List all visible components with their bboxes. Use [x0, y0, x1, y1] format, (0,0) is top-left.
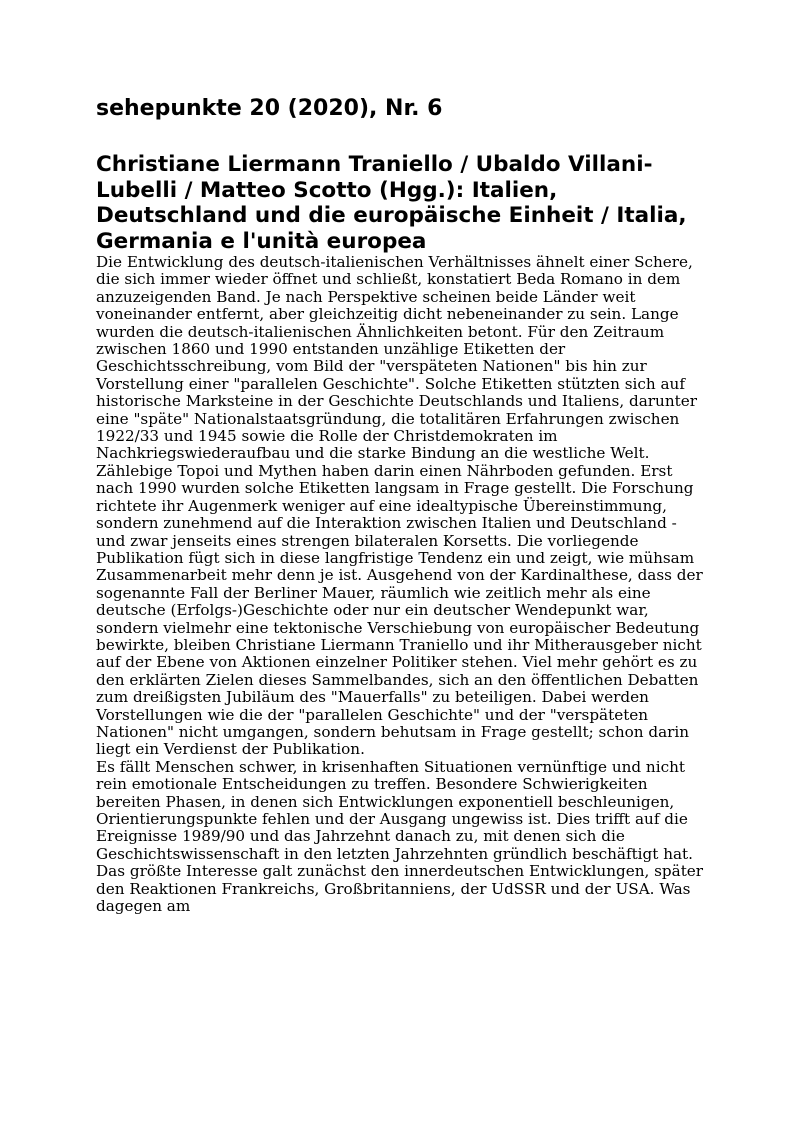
journal-citation: sehepunkte 20 (2020), Nr. 6	[96, 96, 443, 121]
review-body	[96, 254, 708, 915]
body-paragraph-1: Die Entwicklung des deutsch-italienischen Verhältnisses ähnelt einer Schere, die sich immer wieder öffnet und schließt, konstatiert Beda Romano in dem anzuzeigenden Band. Je nach Perspektive scheinen beide Länder weit voneinander entfernt, aber gleichzeitig dicht nebeneinander zu sein. Lange wurden die deutsch-italienischen Ähnlichkeiten betont. Für den Zeitraum zwischen 1860 und 1990 entstanden unzählige Etiketten der Geschichtsschreibung, vom Bild der "verspäteten Nationen" bis hin zur Vorstellung einer "parallelen Geschichte". Solche Etiketten stützten sich auf historische Marksteine in der Geschichte Deutschlands und Italiens, darunter eine "späte" Nationalstaatsgründung, die totalitären Erfahrungen zwischen 1922/33 und 1945 sowie die Rolle der Christdemokraten im Nachkriegswiederaufbau und die starke Bindung an die westliche Welt. Zählebige Topoi und Mythen haben darin einen Nährboden gefunden. Erst nach 1990 wurden solche Etiketten langsam in Frage gestellt. Die Forschung richtete ihr Augenmerk weniger auf eine idealtypische Übereinstimmung, sondern zunehmend auf die Interaktion zwischen Italien und Deutschland - und zwar jenseits eines strengen bilateralen Korsetts. Die vorliegende Publikation fügt sich in diese langfristige Tendenz ein und zeigt, wie mühsam Zusammenarbeit mehr denn je ist. Ausgehend von der Kardinalthese, dass der sogenannte Fall der Berliner Mauer, räumlich wie zeitlich mehr als eine deutsche (Erfolgs-)Geschichte oder nur ein deutscher Wendepunkt war, sondern vielmehr eine tektonische Verschiebung von europäischer Bedeutung bewirkte, bleiben Christiane Liermann Traniello und ihr Mitherausgeber nicht auf der Ebene von Aktionen einzelner Politiker stehen. Viel mehr gehört es zu den erklärten Zielen dieses Sammelbandes, sich an den öffentlichen Debatten zum dreißigsten Jubiläum des "Mauerfalls" zu beteiligen. Dabei werden Vorstellungen wie die der "parallelen Geschichte" und der "verspäteten Nationen" nicht umgangen, sondern behutsam in Frage gestellt; schon darin liegt ein Verdienst der Publikation.	[96, 253, 703, 759]
body-paragraph-2: Es fällt Menschen schwer, in krisenhaften Situationen vernünftige und nicht rein emotionale Entscheidungen zu treffen. Besondere Schwierigkeiten bereiten Phasen, in denen sich Entwicklungen exponentiell beschleunigen, Orientierungspunkte fehlen und der Ausgang ungewiss ist. Dies trifft auf die Ereignisse 1989/90 und das Jahrzehnt danach zu, mit denen sich die Geschichtswissenschaft in den letzten Jahrzehnten gründlich beschäftigt hat. Das größte Interesse galt zunächst den innerdeutschen Entwicklungen, später den Reaktionen Frankreichs, Großbritanniens, der UdSSR und der USA. Was dagegen am	[96, 757, 704, 916]
review-title: Christiane Liermann Traniello / Ubaldo Villani-Lubelli / Matteo Scotto (Hgg.): Italien, Deutschland und die europäische Einheit / Italia, Germania e l'unità europea	[96, 152, 687, 254]
document-page	[96, 94, 708, 915]
